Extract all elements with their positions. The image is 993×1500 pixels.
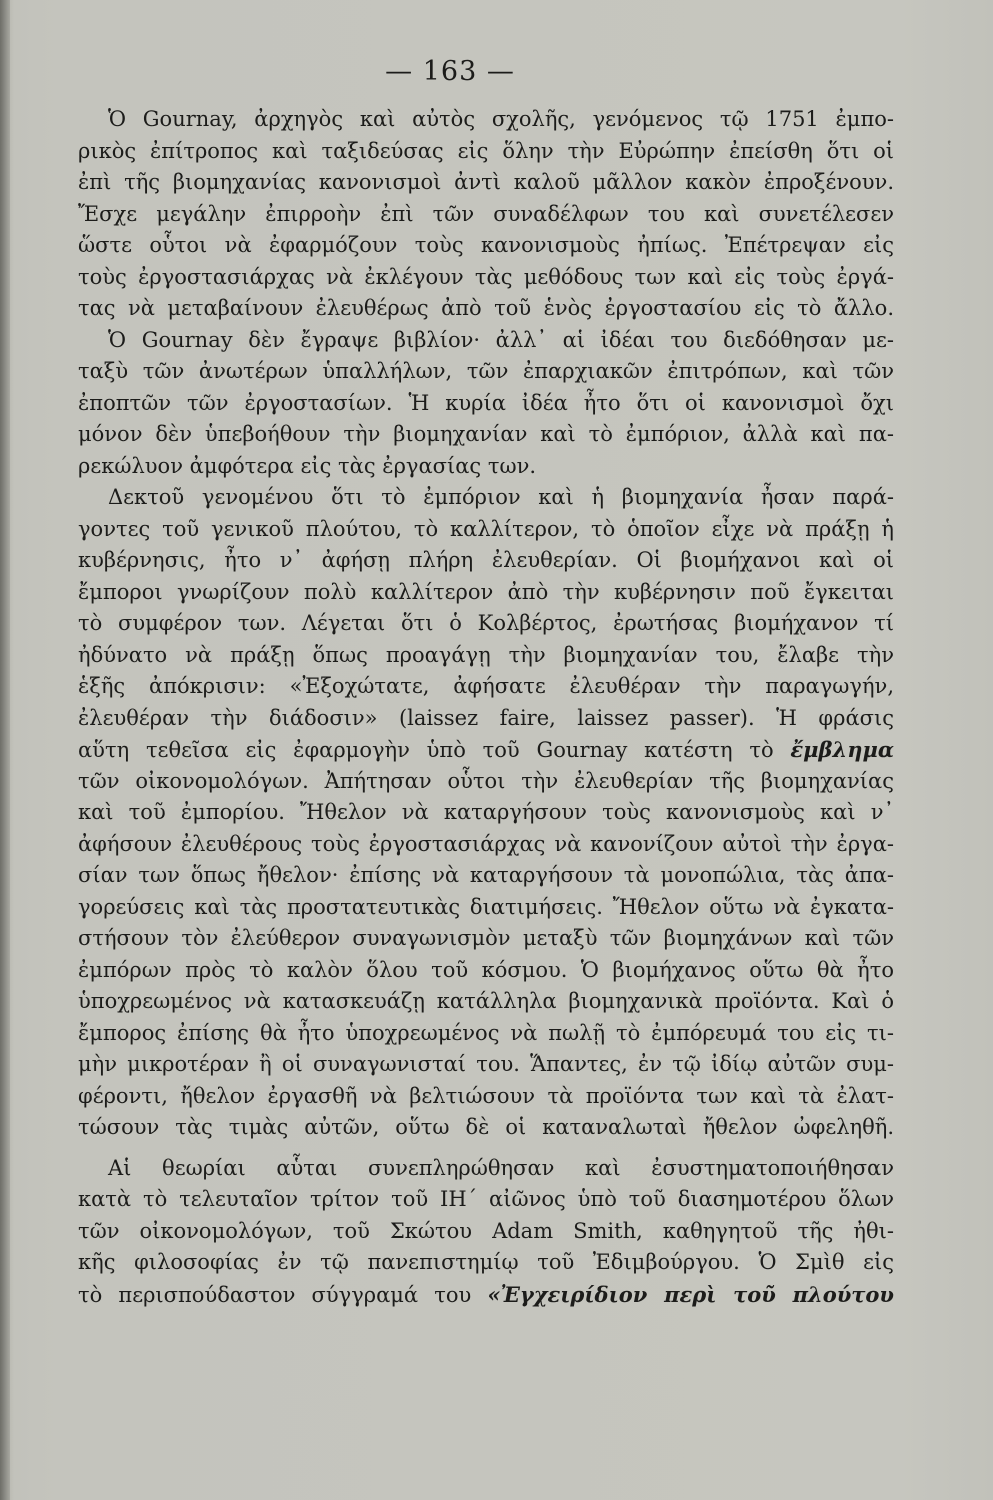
emphasized-text: ἔμβλημα [790,737,894,762]
text-line-content: αὕτη τεθεῖσα εἰς ἐφαρμογὴν ὑπὸ τοῦ Gournay κατέστη τὸ [78,738,791,762]
text-line-content: ἐλευθέραν τὴν διάδοσιν» (laissez faire, laissez passer). Ἡ φράσις [78,705,894,730]
page-number: — 163 — [385,56,515,87]
text-line [78,325,894,357]
text-line-content: ἠδύνατο νὰ πράξῃ ὅπως προαγάγῃ τὴν βιομηχανίαν του, ἔλαβε τὴν [78,642,894,667]
text-line-content: ρεκώλυον ἀμφότερα εἰς τὰς ἐργασίας των. [78,453,537,478]
text-line [78,734,894,766]
text-line-content: μόνον δὲν ὑπεβοήθουν τὴν βιομηχανίαν καὶ τὸ ἐμπόριον, ἀλλὰ καὶ πα- [78,422,894,446]
text-line [78,923,894,955]
text-line [78,1184,894,1216]
text-line [78,640,894,672]
text-line-content: ὑποχρεωμένος νὰ κατασκευάζῃ κατάλληλα βιομηχανικὰ προϊόντα. Καὶ ὁ [78,989,894,1013]
text-line [78,797,894,829]
text-line [78,388,894,420]
text-line [78,482,894,514]
text-line-content: Ὁ Gournay, ἀρχηγὸς καὶ αὐτὸς σχολῆς, γενόμενος τῷ 1751 ἐμπο- [108,107,894,131]
text-line [78,451,894,483]
text-line-content: ρικὸς ἐπίτροπος καὶ ταξιδεύσας εἰς ὅλην τὴν Εὐρώπην ἐπείσθη ὅτι οἱ [78,138,894,163]
text-line-content: ἐμπόρων πρὸς τὸ καλὸν ὅλου τοῦ κόσμου. Ὁ βιομήχανος οὕτω θὰ ἦτο [78,957,894,982]
text-line-content: ἀφήσουν ἐλευθέρους τοὺς ἐργοστασιάρχας νὰ κανονίζουν αὐτοὶ τὴν ἐργα- [78,831,894,856]
text-line [78,293,894,325]
text-line-content: Αἱ θεωρίαι αὗται συνεπληρώθησαν καὶ ἐσυστηματοποιήθησαν [108,1155,894,1180]
text-line-content: Ὁ Gournay δὲν ἔγραψε βιβλίον· ἀλλ᾽ αἱ ἰδέαι του διεδόθησαν με- [108,327,894,352]
text-line-content: ταξὺ τῶν ἀνωτέρων ὑπαλλήλων, τῶν ἐπαρχιακῶν ἐπιτρόπων, καὶ τῶν [78,359,894,383]
text-line-content: τῶν οἰκονομολόγων. Ἀπήτησαν οὗτοι τὴν ἐλευθερίαν τῆς βιομηχανίας [78,768,894,793]
text-line [78,955,894,987]
emphasized-text: «Ἐγχειρίδιον περὶ τοῦ πλούτου [487,1281,894,1307]
text-line-content: ἔμποροι γνωρίζουν πολὺ καλλίτερον ἀπὸ τὴν κυβέρνησιν ποῦ ἔγκειται [78,579,894,604]
text-line-content: τὸ συμφέρον των. Λέγεται ὅτι ὁ Κολβέρτος, ἐρωτήσας βιομήχανον τί [78,611,894,635]
page-edge-shadow [0,0,10,1500]
text-line-content: κυβέρνησις, ἦτο ν᾽ ἀφήσῃ πλήρη ἐλευθερίαν. Οἱ βιομήχανοι καὶ οἱ [78,548,894,572]
text-line [78,545,894,577]
text-line-content: ἐπὶ τῆς βιομηχανίας κανονισμοὶ ἀντὶ καλοῦ μᾶλλον κακὸν ἐπροξένουν. [78,170,894,194]
text-line [78,577,894,609]
text-line [78,1216,894,1248]
text-line [78,892,894,924]
text-line-content: σίαν των ὅπως ἤθελον· ἐπίσης νὰ καταργήσουν τὰ μονοπώλια, τὰς ἀπα- [78,863,894,887]
body-text [78,104,894,1310]
text-line-content: ἔμπορος ἐπίσης θὰ ἦτο ὑποχρεωμένος νὰ πωλῇ τὸ ἐμπόρευμά του εἰς τι- [78,1020,894,1045]
text-line-content: κῆς φιλοσοφίας ἐν τῷ πανεπιστημίῳ τοῦ Ἐδιμβούργου. Ὁ Σμὶθ εἰς [78,1250,894,1274]
text-line [78,608,894,640]
text-line-content: τῶν οἰκονομολόγων, τοῦ Σκώτου Adam Smith, καθηγητοῦ τῆς ἠθι- [78,1218,894,1243]
text-line-content: φέροντι, ἤθελον ἐργασθῆ νὰ βελτιώσουν τὰ προϊόντα των καὶ τὰ ἐλατ- [78,1083,894,1108]
text-line-content: τώσουν τὰς τιμὰς αὐτῶν, οὕτω δὲ οἱ καταναλωταὶ ἤθελον ὠφεληθῆ. [78,1115,894,1139]
text-line [78,104,894,136]
text-line-content: στήσουν τὸν ἐλεύθερον συναγωνισμὸν μεταξὺ τῶν βιομηχάνων καὶ τῶν [78,926,894,950]
text-line [78,136,894,168]
text-line [78,514,894,546]
text-line-content: τὸ περισπούδαστον σύγγραμά του [78,1282,488,1307]
text-line [78,671,894,703]
text-line [78,1247,894,1279]
text-line-content: γορεύσεις καὶ τὰς προστατευτικὰς διατιμήσεις. Ἤθελον οὕτω νὰ ἐγκατα- [78,894,894,919]
text-line [78,1081,894,1113]
text-line-content: κατὰ τὸ τελευταῖον τρίτον τοῦ ΙΗ΄ αἰῶνος ὑπὸ τοῦ διασημοτέρου ὅλων [78,1187,894,1211]
text-line [78,199,894,231]
text-line [78,1279,894,1311]
text-line [78,230,894,262]
text-line [78,356,894,388]
text-line [78,829,894,861]
text-line-content: μὴν μικροτέραν ἢ οἱ συναγωνισταί του. Ἅπαντες, ἐν τῷ ἰδίῳ αὐτῶν συμ- [78,1052,894,1076]
text-line-content: ἐποπτῶν τῶν ἐργοστασίων. Ἡ κυρία ἰδέα ἦτο ὅτι οἱ κανονισμοὶ ὄχι [78,390,894,415]
text-line-content: τοὺς ἐργοστασιάρχας νὰ ἐκλέγουν τὰς μεθόδους των καὶ εἰς τοὺς ἐργά- [78,264,894,289]
text-line-content: καὶ τοῦ ἐμπορίου. Ἤθελον νὰ καταργήσουν τοὺς κανονισμοὺς καὶ ν᾽ [78,800,894,824]
text-line [78,1112,894,1144]
text-line-content: ἑξῆς ἀπόκρισιν: «Ἐξοχώτατε, ἀφήσατε ἐλευθέραν τὴν παραγωγήν, [78,674,894,698]
text-line [78,986,894,1018]
text-line-content: τας νὰ μεταβαίνουν ἐλευθέρως ἀπὸ τοῦ ἑνὸς ἐργοστασίου εἰς τὸ ἄλλο. [78,296,894,320]
text-line [78,860,894,892]
text-line [78,262,894,294]
text-line [78,1018,894,1050]
text-line-content: Ἔσχε μεγάλην ἐπιρροὴν ἐπὶ τῶν συναδέλφων του καὶ συνετέλεσεν [78,201,894,226]
text-line [78,167,894,199]
text-line-content: ὥστε οὗτοι νὰ ἐφαρμόζουν τοὺς κανονισμοὺς ἠπίως. Ἐπέτρεψαν εἰς [78,233,894,257]
text-line [78,766,894,798]
text-line-content: Δεκτοῦ γενομένου ὅτι τὸ ἐμπόριον καὶ ἡ βιομηχανία ἦσαν παρά- [108,485,894,509]
text-line [78,703,894,735]
text-line [78,1049,894,1081]
text-line [78,419,894,451]
text-line-content: γοντες τοῦ γενικοῦ πλούτου, τὸ καλλίτερον, τὸ ὁποῖον εἶχε νὰ πράξῃ ἡ [78,516,894,541]
text-line [78,1153,894,1185]
